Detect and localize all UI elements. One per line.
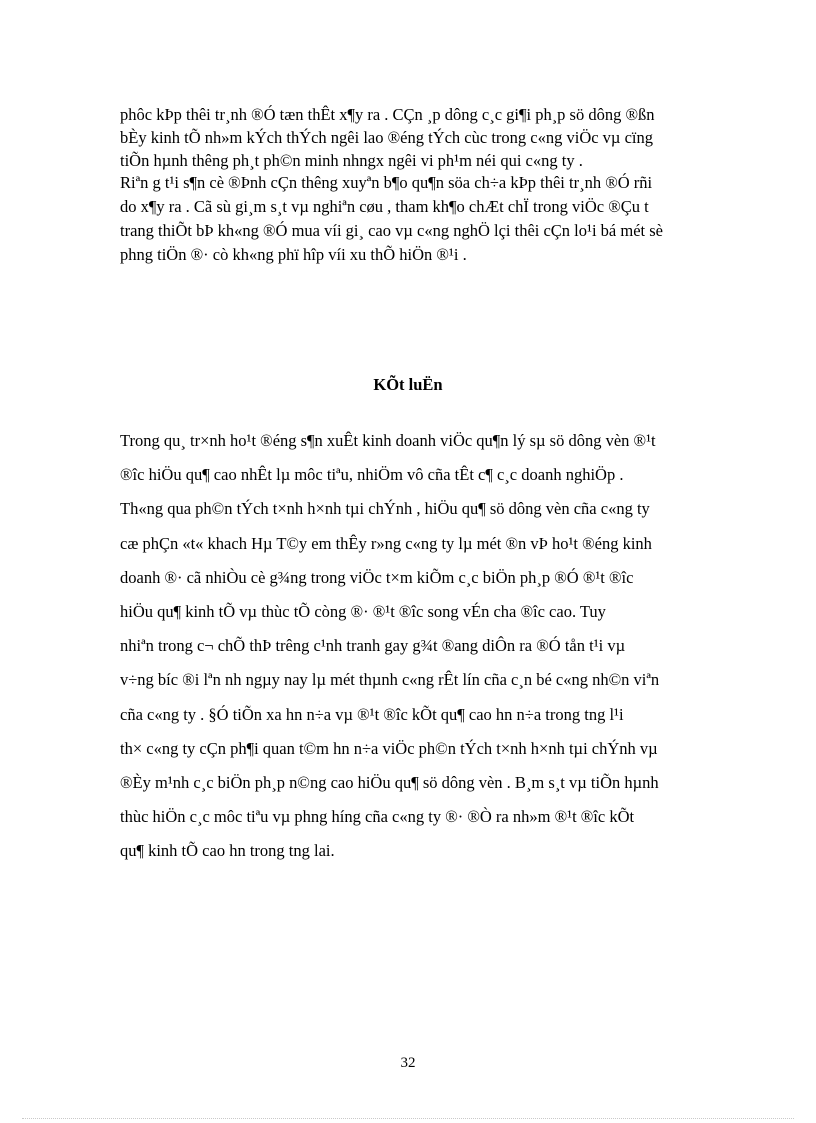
text-line: cña c«ng ty . §Ó tiÕn xa hn n÷a vµ ®¹t ®îc kÕt qu¶ cao hn n÷a trong tng l¹i bbox=[120, 704, 624, 724]
text-line: tiÕn hµnh thêng ph¸t ph©n minh nhngx ngêi vi ph¹m néi qui c«ng ty . bbox=[120, 151, 583, 170]
paragraph-1 bbox=[120, 103, 780, 172]
text-line: phng tiÖn ®· cò kh«ng phï hîp víi xu thÕ hiÖn ®¹i . bbox=[120, 245, 467, 264]
text-line: Th«ng qua ph©n tÝch t×nh h×nh tµi chÝnh , hiÖu qu¶ sö dông vèn cña c«ng ty bbox=[120, 499, 650, 519]
text-line: Riªn g t¹i s¶n cè ®Þnh cÇn thêng xuyªn b¶o qu¶n söa ch÷a kÞp thêi tr¸nh ®Ó rñi bbox=[120, 173, 653, 192]
text-line: bÈy kinh tÕ nh»m kÝch thÝch ngêi lao ®éng tÝch cùc trong c«ng viÖc vµ cïng bbox=[120, 128, 653, 147]
section-heading: KÕt luËn bbox=[373, 375, 443, 394]
text-line: trang thiÕt bÞ kh«ng ®Ó mua víi gi¸ cao vµ c«ng nghÖ lçi thêi cÇn lo¹i bá mét sè bbox=[120, 221, 663, 240]
text-line: nhiªn trong c¬ chÕ thÞ trêng c¹nh tranh gay g¾t ®ang diÔn ra ®Ó tån t¹i vµ bbox=[120, 636, 626, 656]
page-number: 32 bbox=[400, 1055, 416, 1071]
text-line: ®Èy m¹nh c¸c biÖn ph¸p n©ng cao hiÖu qu¶ sö dông vèn . B¸m s¸t vµ tiÕn hµnh bbox=[120, 772, 659, 792]
text-line: th× c«ng ty cÇn ph¶i quan t©m hn n÷a viÖc ph©n tÝch t×nh h×nh tµi chÝnh vµ bbox=[120, 738, 658, 758]
text-line: do x¶y ra . Cã sù gi¸m s¸t vµ nghiªn cøu , tham kh¶o chÆt chÏ trong viÖc ®Çu t bbox=[120, 197, 649, 216]
text-line: qu¶ kinh tÕ cao hn trong tng lai. bbox=[120, 841, 335, 861]
text-line: v÷ng bíc ®i lªn nh ngµy nay lµ mét thµnh c«ng rÊt lín cña c¸n bé c«ng nh©n viªn bbox=[120, 670, 660, 690]
text-line: ®îc hiÖu qu¶ cao nhÊt lµ môc tiªu, nhiÖm vô cña tÊt c¶ c¸c doanh nghiÖp . bbox=[120, 465, 624, 485]
text-line: phôc kÞp thêi tr¸nh ®Ó tæn thÊt x¶y ra . CÇn ¸p dông c¸c gi¶i ph¸p sö dông ®ßn bbox=[120, 105, 655, 124]
text-line: hiÖu qu¶ kinh tÕ vµ thùc tÕ còng ®· ®¹t ®îc song vÉn cha ®îc cao. Tuy bbox=[120, 601, 606, 621]
text-line: thùc hiÖn c¸c môc tiªu vµ phng híng cña c«ng ty ®· ®Ò ra nh»m ®¹t ®îc kÕt bbox=[120, 807, 635, 827]
text-line: Trong qu¸ tr×nh ho¹t ®éng s¶n xuÊt kinh doanh viÖc qu¶n lý sµ sö dông vèn ®¹t bbox=[120, 431, 656, 450]
text-line: doanh ®· cã nhiÒu cè g¾ng trong viÖc t×m kiÕm c¸c biÖn ph¸p ®Ó ®¹t ®îc bbox=[120, 567, 634, 587]
paragraph-2 bbox=[120, 171, 780, 267]
text-line: cæ phÇn «t« khach Hµ T©y em thÊy r»ng c«ng ty lµ mét ®n vÞ ho¹t ®éng kinh bbox=[120, 533, 652, 553]
page-bottom-divider bbox=[22, 1118, 794, 1119]
paragraph-conclusion bbox=[120, 424, 790, 868]
